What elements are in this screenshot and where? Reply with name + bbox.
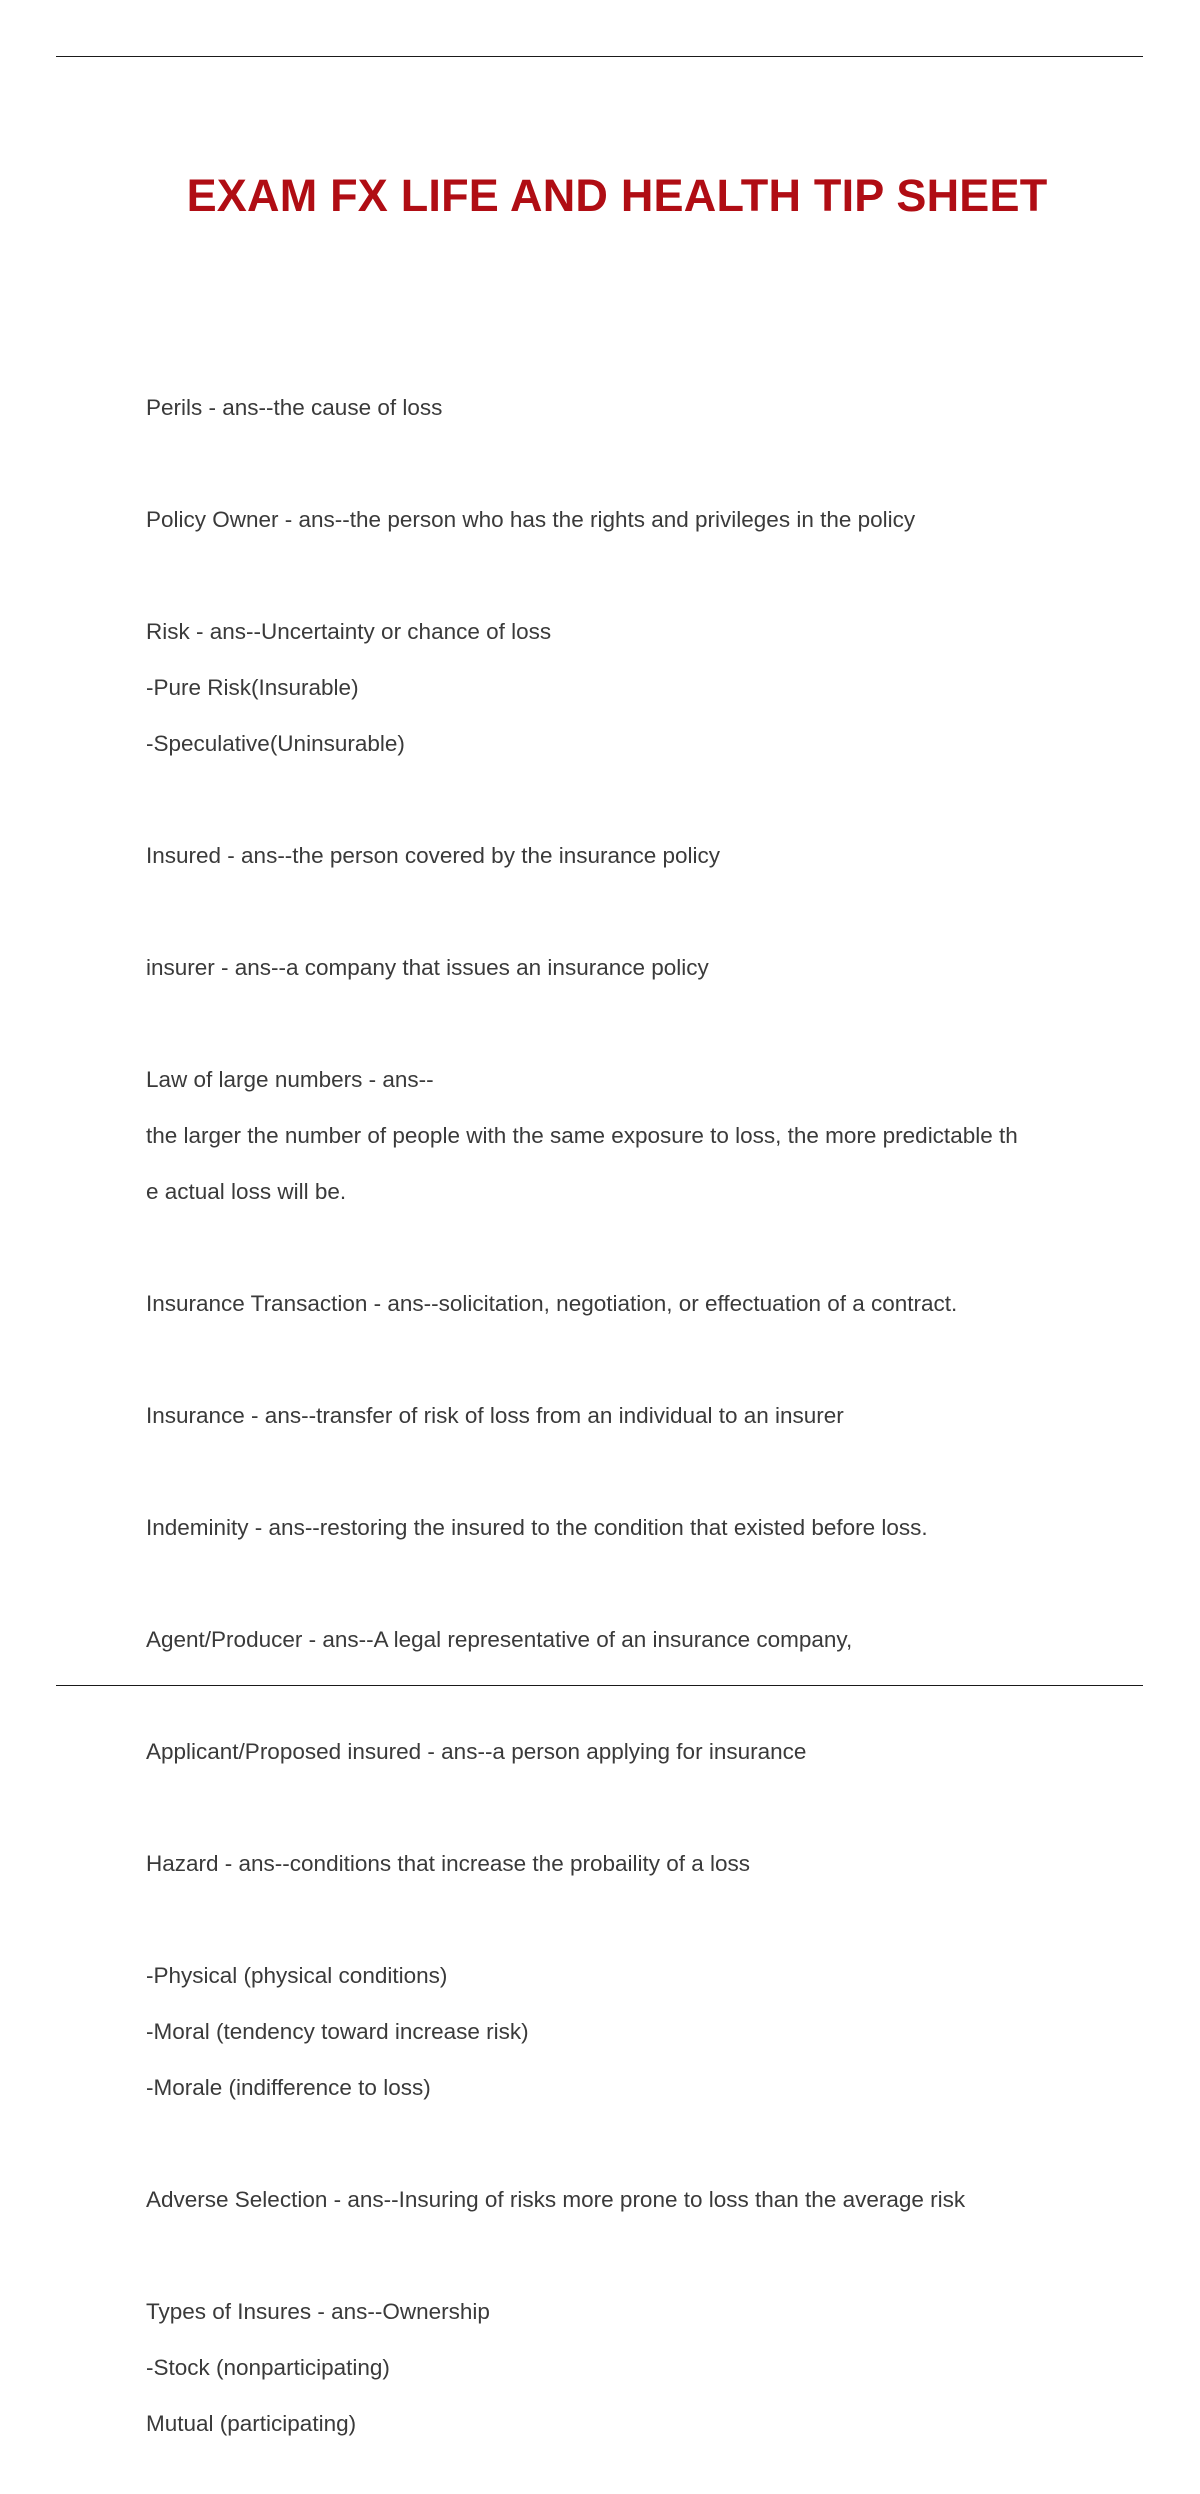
entry-insurer [146, 926, 1086, 1010]
entry-line: Insurance - ans--transfer of risk of loss from an individual to an insurer [146, 1403, 844, 1428]
entry-hazard-types [146, 1934, 1086, 2130]
tip-list [146, 366, 1086, 2494]
entry-line: insurer - ans--a company that issues an insurance policy [146, 955, 709, 980]
entry-law-of-large-numbers [146, 1038, 1086, 1234]
entry-perils [146, 366, 1086, 450]
entry-line: Types of Insures - ans--Ownership [146, 2299, 490, 2324]
entry-line: Law of large numbers - ans-- [146, 1067, 434, 1092]
document-title: EXAM FX LIFE AND HEALTH TIP SHEET [186, 170, 1048, 221]
entry-line: -Speculative(Uninsurable) [146, 731, 405, 756]
entry-line: Perils - ans--the cause of loss [146, 395, 443, 420]
entry-line: Hazard - ans--conditions that increase the probaility of a loss [146, 1851, 751, 1876]
entry-line: Agent/Producer - ans--A legal representative of an insurance company, [146, 1627, 853, 1652]
entry-line: -Stock (nonparticipating) [146, 2355, 390, 2380]
entry-agent-producer [146, 1598, 1086, 1682]
entry-line: the larger the number of people with the same exposure to loss, the more predictable th [146, 1123, 1018, 1148]
top-rule [56, 56, 1143, 57]
entry-insured [146, 814, 1086, 898]
entry-applicant [146, 1710, 1086, 1794]
entry-line: e actual loss will be. [146, 1179, 347, 1204]
entry-line: Mutual (participating) [146, 2411, 357, 2436]
entry-indeminity [146, 1486, 1086, 1570]
entry-types-of-insures [146, 2270, 1086, 2466]
entry-risk [146, 590, 1086, 786]
entry-line: Indeminity - ans--restoring the insured to the condition that existed before loss. [146, 1515, 928, 1540]
entry-line: -Pure Risk(Insurable) [146, 675, 359, 700]
bottom-rule [56, 1685, 1143, 1686]
entry-line: Risk - ans--Uncertainty or chance of loss [146, 619, 552, 644]
entry-insurance-transaction [146, 1262, 1086, 1346]
entry-line: Policy Owner - ans--the person who has the rights and privileges in the policy [146, 507, 916, 532]
entry-line: -Morale (indifference to loss) [146, 2075, 431, 2100]
entry-policy-owner [146, 478, 1086, 562]
entry-line: Adverse Selection - ans--Insuring of risks more prone to loss than the average risk [146, 2187, 966, 2212]
entry-adverse-selection [146, 2158, 1086, 2242]
entry-line: Applicant/Proposed insured - ans--a person applying for insurance [146, 1739, 807, 1764]
entry-insurance [146, 1374, 1086, 1458]
entry-line: Insured - ans--the person covered by the insurance policy [146, 843, 721, 868]
entry-line: -Moral (tendency toward increase risk) [146, 2019, 529, 2044]
entry-line: Insurance Transaction - ans--solicitation, negotiation, or effectuation of a contract. [146, 1291, 958, 1316]
entry-line: -Physical (physical conditions) [146, 1963, 448, 1988]
entry-hazard [146, 1822, 1086, 1906]
